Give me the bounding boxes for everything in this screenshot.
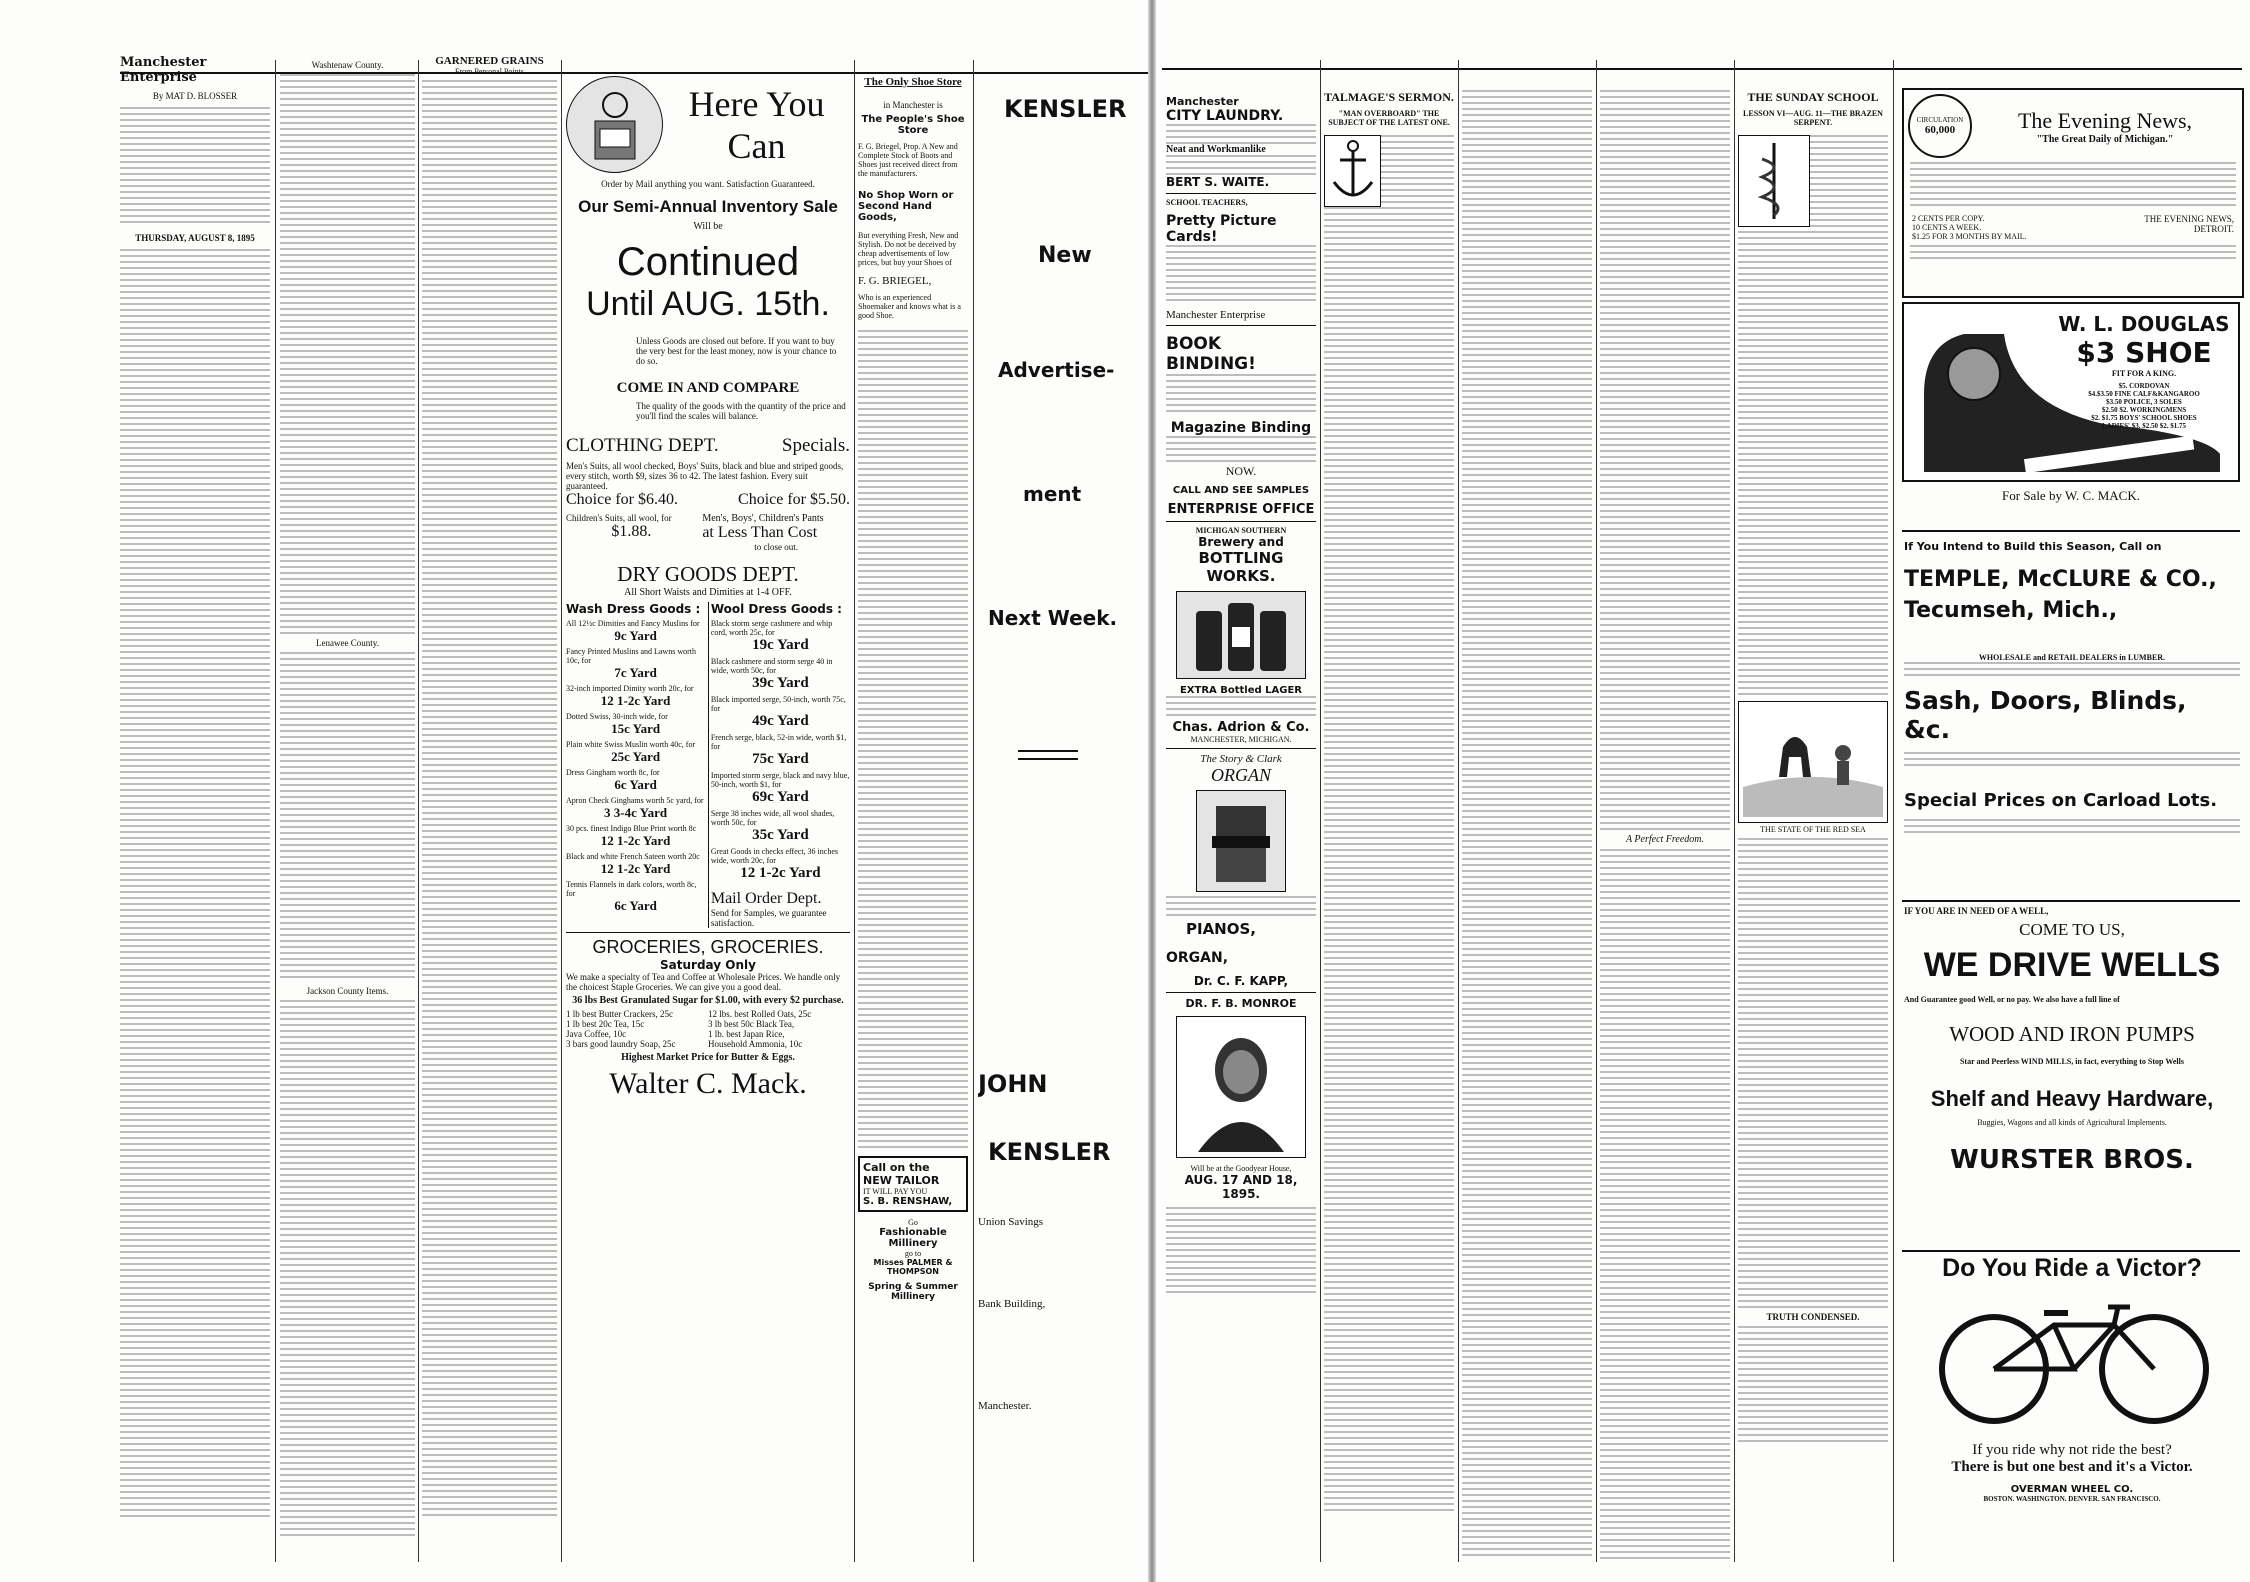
grocery-item: 1 lb best 20c Tea, 15c — [566, 1019, 645, 1029]
millinery: Fashionable Millinery — [879, 1227, 947, 1249]
peoples-shoe-store: The People's Shoe Store — [861, 114, 965, 136]
millinery-to: go to — [904, 1249, 922, 1258]
dry-goods-heading: DRY GOODS DEPT. — [617, 562, 799, 586]
wurster-name: WURSTER BROS. — [1950, 1145, 2194, 1175]
magazine-binding: Magazine Binding — [1170, 420, 1312, 436]
column-text — [280, 74, 415, 634]
column-rule — [1596, 60, 1597, 1562]
clothing-heading: CLOTHING DEPT. — [566, 435, 719, 456]
serpent-illustration — [1738, 135, 1810, 227]
tailor-name: NEW TAILOR — [863, 1174, 940, 1187]
enterprise-office-label: Manchester Enterprise — [1166, 309, 1266, 321]
douglas-price: $2.50 $2. WORKINGMENS — [2101, 406, 2187, 414]
grocery-item: Java Coffee, 10c — [566, 1029, 627, 1039]
garnered-grains-sub: From Personal Points — [455, 67, 524, 76]
wool-goods-list — [711, 619, 850, 882]
less-than-cost: at Less Than Cost — [702, 524, 818, 541]
column-text — [1904, 752, 2240, 770]
column-rule — [275, 60, 276, 1562]
grocery-item: Household Ammonia, 10c — [708, 1039, 803, 1049]
price-2: 10 CENTS A WEEK. — [1912, 223, 1982, 232]
kensler-name-2: KENSLER — [988, 1138, 1111, 1166]
spring-millinery: Spring & Summer Millinery — [868, 1282, 958, 1302]
second-hand: Second Hand Goods, — [858, 201, 932, 223]
ad-rule — [1902, 900, 2240, 902]
wash-item-price: 7c Yard — [614, 665, 657, 680]
kensler-ment: ment — [1023, 482, 1082, 506]
column-text — [1904, 819, 2240, 833]
badge-number: 60,000 — [1924, 124, 1956, 136]
wool-item-desc: French serge, black, 52-in wide, worth $1, for — [710, 733, 847, 751]
wool-item-desc: Black cashmere and storm serge 40 in wide, worth 50c, for — [710, 657, 833, 675]
douglas-sale: For Sale by W. C. MACK. — [2002, 488, 2140, 503]
column-rule — [973, 60, 974, 1562]
temple-ad — [1904, 540, 2240, 900]
wash-item-price: 6c Yard — [614, 777, 657, 792]
anchor-icon — [1328, 138, 1378, 204]
now: NOW. — [1225, 464, 1257, 478]
column-rule — [1734, 60, 1735, 1562]
right-page — [1152, 0, 2250, 1582]
wash-item-price: 25c Yard — [611, 749, 661, 764]
column-text — [1910, 245, 2236, 263]
douglas-shoe: $3 SHOE — [2076, 336, 2212, 369]
groceries-heading: GROCERIES, GROCERIES. — [592, 937, 824, 957]
column-text — [858, 330, 968, 1150]
mail-order-text: Send for Samples, we guarantee satisfaction. — [710, 908, 827, 928]
bicycle-icon — [1904, 1289, 2240, 1429]
call-samples: CALL AND SEE SAMPLES — [1172, 485, 1310, 496]
grocery-item: 1 lb best Butter Crackers, 25c — [566, 1009, 673, 1019]
badge-top: CIRCULATION — [1916, 116, 1964, 124]
wurster-shelf: Shelf and Heavy Hardware, — [1930, 1086, 2214, 1111]
mack-until: Until AUG. 15th. — [586, 285, 830, 323]
sermon-column-3 — [1600, 90, 1730, 1570]
wool-item-desc: Serge 38 inches wide, all wool shades, worth 50c, for — [710, 809, 835, 827]
douglas-fit: FIT FOR A KING. — [2111, 369, 2177, 378]
grocery-item: 12 lbs. best Rolled Oats, 25c — [708, 1009, 812, 1019]
wash-item-desc: Tennis Flannels in dark colors, worth 8c, for — [566, 880, 697, 898]
tailor-call: Call on the — [863, 1161, 930, 1174]
monroe-dates: AUG. 17 AND 18, 1895. — [1184, 1173, 1298, 1201]
ad-rule — [1902, 530, 2240, 532]
shoe-title: The Only Shoe Store — [864, 76, 962, 88]
kensler-john: JOHN — [978, 1070, 1048, 1098]
briegel-signature: F. G. BRIEGEL, — [858, 275, 932, 287]
shoe-store-column — [858, 76, 968, 1506]
mail-order-heading: Mail Order Dept. — [710, 890, 822, 907]
column-text — [280, 652, 415, 982]
column-text — [1166, 155, 1316, 175]
reading-man-icon — [580, 85, 650, 165]
reader-illustration — [566, 76, 663, 173]
masthead-title: Manchester Enterprise — [120, 55, 207, 85]
shoe-body-1: F. G. Briegel, Prop. A New and Complete Stock of Boots and Shoes just received direct from the manufacturers. — [858, 142, 958, 178]
wool-item-desc: Imported storm serge, black and navy blue, 50-inch, worth $1, for — [710, 771, 850, 789]
wool-item-desc: Black imported serge, 50-inch, worth 75c, for — [710, 695, 846, 713]
brewery: Brewery and — [1198, 535, 1284, 549]
wash-item-price: 12 1-2c Yard — [600, 693, 671, 708]
organ-icon — [1206, 796, 1276, 886]
red-sea-caption: THE STATE OF THE RED SEA — [1760, 825, 1866, 834]
tailor-who: S. B. RENSHAW, — [863, 1196, 953, 1207]
wurster-wind: Star and Peerless WIND MILLS, in fact, everything to Stop Wells — [1959, 1057, 2184, 1066]
douglas-price: LADIES' $3. $2.50 $2. $1.75 — [2101, 422, 2186, 430]
wash-item-desc: Dress Gingham worth 8c, for — [566, 768, 660, 777]
column-text — [1910, 162, 2236, 210]
kensler-column — [978, 95, 1146, 1525]
wool-item-price: 19c Yard — [752, 637, 809, 653]
tailor-pay: IT WILL PAY YOU — [863, 1187, 928, 1196]
shoe-in-manchester: in Manchester is — [883, 100, 943, 110]
choice-1: Choice for $6.40. — [566, 491, 678, 508]
mack-continued: Continued — [616, 240, 800, 284]
wash-item-price: 15c Yard — [611, 721, 661, 736]
mack-ad — [566, 76, 850, 1496]
column-text — [1738, 838, 1888, 1308]
garnered-grains-heading: GARNERED GRAINS — [435, 55, 544, 67]
extra-lager: EXTRA Bottled LAGER — [1179, 685, 1303, 696]
kensler-bank: Bank Building, — [978, 1298, 1046, 1310]
column-text — [1600, 90, 1730, 830]
mack-headline-2: Can — [727, 125, 786, 166]
lenawee-heading: Lenawee County. — [316, 638, 379, 648]
sunday-school-title: THE SUNDAY SCHOOL — [1747, 90, 1879, 104]
serpent-icon — [1744, 139, 1804, 223]
wash-dress-heading: Wash Dress Goods : — [566, 602, 701, 616]
temple-special: Special Prices on Carload Lots. — [1904, 790, 2218, 811]
evening-news-title: The Evening News, — [2017, 107, 2193, 133]
to-close-out: to close out. — [754, 542, 799, 552]
briegel-experienced: Who is an experienced Shoemaker and knows what is a good Shoe. — [858, 293, 961, 320]
washtenaw-heading: Washtenaw County. — [311, 60, 384, 70]
column-text — [120, 249, 270, 1519]
enterprise-office: ENTERPRISE OFFICE — [1167, 502, 1315, 517]
city-laundry: CITY LAUNDRY. — [1166, 108, 1284, 124]
victor-line-2: There is but one best and it's a Victor. — [1951, 1459, 2193, 1475]
grocery-item: 3 bars good laundry Soap, 25c — [566, 1039, 676, 1049]
childrens-suits: Children's Suits, all wool, for — [566, 513, 672, 523]
douglas-price: $3.50 POLICE, 3 SOLES — [2106, 398, 2182, 406]
pretty-cards: Pretty Picture Cards! — [1166, 213, 1277, 245]
column-rule — [854, 60, 855, 1562]
wurster-drive: WE DRIVE WELLS — [1923, 946, 2221, 984]
no-shop-worn: No Shop Worn or — [858, 190, 954, 201]
column-text — [1738, 1326, 1888, 1446]
mack-signature: Walter C. Mack. — [609, 1067, 807, 1100]
wash-item-price: 9c Yard — [614, 628, 657, 643]
all-short-waists: All Short Waists and Dimities at 1-4 OFF. — [624, 587, 792, 598]
evening-news-ad — [1902, 88, 2244, 298]
sunday-school-column — [1738, 90, 1888, 1570]
douglas-ad — [1902, 302, 2240, 522]
circulation-badge — [1908, 94, 1972, 158]
organ-illustration — [1196, 790, 1286, 892]
column-text — [1166, 124, 1316, 144]
wool-item-desc: Great Goods in checks effect, 36 inches wide, worth 20c, for — [710, 847, 838, 865]
wash-item-desc: Fancy Printed Muslins and Lawns worth 10c, for — [566, 647, 696, 665]
kensler-rule — [1018, 750, 1078, 760]
column-rule — [418, 60, 419, 1562]
wash-item-desc: 32-inch imported Dimity worth 20c, for — [566, 684, 694, 693]
goodyear: Will be at the Goodyear House, — [1190, 1164, 1292, 1173]
book-binding: BOOK BINDING! — [1166, 334, 1256, 374]
mack-quality: The quality of the goods with the quantity of the price and you'll find the scales will balance. — [636, 401, 846, 421]
wash-item-price: 12 1-2c Yard — [600, 861, 671, 876]
portrait-icon — [1186, 1022, 1296, 1152]
wash-item-price: 6c Yard — [614, 898, 657, 913]
victor-cities: BOSTON. WASHINGTON. DENVER. SAN FRANCISCO. — [1983, 1495, 2161, 1503]
wash-item-price: 12 1-2c Yard — [600, 833, 671, 848]
column-text — [1166, 245, 1316, 305]
monroe: DR. F. B. MONROE — [1185, 997, 1297, 1010]
school-teachers: SCHOOL TEACHERS, — [1166, 198, 1248, 207]
grocery-list — [566, 1009, 850, 1049]
wurster-pumps: WOOD AND IRON PUMPS — [1949, 1022, 2195, 1046]
column-rule — [1893, 60, 1894, 1562]
childrens-price: $1.88. — [611, 523, 652, 540]
bottling: BOTTLING WORKS. — [1198, 549, 1284, 585]
anchor-illustration — [1324, 135, 1381, 207]
pianos: PIANOS, — [1186, 920, 1256, 938]
wool-item-desc: Black storm serge cashmere and whip cord, worth 25c, for — [710, 619, 833, 637]
kensler-name: KENSLER — [1004, 95, 1127, 123]
wool-item-price: 35c Yard — [752, 827, 809, 843]
jackson-heading: Jackson County Items. — [306, 986, 389, 996]
waite-name: BERT S. WAITE. — [1166, 175, 1270, 189]
douglas-price: $5. CORDOVAN — [2118, 382, 2170, 390]
temple-name: TEMPLE, McCLURE & CO., — [1904, 567, 2217, 592]
mack-sale-title: Our Semi-Annual Inventory Sale — [578, 197, 838, 216]
ad-rule — [1902, 1250, 2240, 1252]
mack-order-line: Order by Mail anything you want. Satisfaction Guaranteed. — [601, 179, 815, 189]
adrion-name: Chas. Adrion & Co. — [1172, 720, 1310, 735]
sermon-title: TALMAGE'S SERMON. — [1324, 90, 1454, 104]
column-2 — [280, 60, 415, 1550]
wash-item-price: 3 3-4c Yard — [604, 805, 668, 820]
column-text — [422, 80, 557, 1520]
kensler-union: Union Savings — [978, 1216, 1044, 1228]
douglas-price-list — [2054, 382, 2234, 430]
column-text — [120, 107, 270, 227]
portrait-illustration — [1176, 1016, 1306, 1158]
temple-wholesale: WHOLESALE and RETAIL DEALERS in LUMBER. — [1978, 653, 2166, 662]
column-text — [1166, 696, 1316, 720]
mens-suits-text: Men's Suits, all wool checked, Boys' Suits, black and blue and striped goods, every stitch, worth $9, sizes 36 to 42. The latest fashion. Every suit guaranteed. — [566, 461, 844, 491]
shoe-body-2: But everything Fresh, New and Stylish. Do not be deceived by cheap advertisements of low prices, but buy your Shoes of — [858, 231, 959, 267]
masthead-byline: By MAT D. BLOSSER — [152, 91, 238, 101]
sunday-school-lesson: LESSON VI—AUG. 11—THE BRAZEN SERPENT. — [1743, 109, 1883, 127]
temple-sash: Sash, Doors, Blinds, &c. — [1904, 686, 2187, 744]
grocery-text: We make a specialty of Tea and Coffee at Wholesale Prices. We handle only the choicest Staple Groceries. We can give you a good deal. — [566, 972, 841, 992]
freedom-heading: A Perfect Freedom. — [1625, 834, 1705, 845]
column-text — [280, 1000, 415, 1540]
wash-item-desc: Plain white Swiss Muslin worth 40c, for — [566, 740, 696, 749]
wash-item-desc: Black and white French Sateen worth 20c — [566, 852, 700, 861]
column-text — [1166, 1207, 1316, 1297]
column-text — [1166, 374, 1316, 414]
column-rule — [561, 60, 562, 1562]
kensler-manchester: Manchester. — [978, 1400, 1032, 1412]
douglas-price: $2. $1.75 BOYS' SCHOOL SHOES — [2091, 414, 2197, 422]
kensler-new: New — [1038, 243, 1092, 268]
organ-brand: The Story & Clark — [1200, 753, 1282, 765]
column-1 — [120, 55, 270, 1555]
news-city: DETROIT. — [2193, 224, 2234, 234]
wool-item-price: 39c Yard — [752, 675, 809, 691]
price-1: 2 CENTS PER COPY. — [1912, 214, 1985, 223]
column-text — [1166, 436, 1316, 464]
column-rule — [1458, 60, 1459, 1562]
choice-2: Choice for $5.50. — [738, 491, 850, 508]
victor-maker: OVERMAN WHEEL CO. — [2010, 1484, 2134, 1495]
kapp: Dr. C. F. KAPP, — [1193, 974, 1289, 988]
grocery-item: 3 lb best 50c Black Tea, — [708, 1019, 795, 1029]
specials-heading: Specials. — [781, 435, 850, 456]
wool-item-price: 49c Yard — [752, 713, 809, 729]
news-publisher: THE EVENING NEWS, — [2144, 214, 2234, 224]
victor-question: Do You Ride a Victor? — [1942, 1254, 2202, 1282]
column-3 — [422, 55, 557, 1545]
grocery-item: 1 lb. best Japan Rice, — [708, 1029, 785, 1039]
kensler-advertise: Advertise- — [998, 358, 1115, 382]
organ-word: ORGAN — [1211, 765, 1271, 785]
highest-market: Highest Market Price for Butter & Eggs. — [621, 1052, 795, 1063]
victor-ad — [1904, 1254, 2240, 1514]
column-text — [1166, 896, 1316, 920]
wash-goods-list — [566, 619, 705, 914]
column-text — [1904, 662, 2240, 676]
sermon-subtitle: "MAN OVERBOARD" THE SUBJECT OF THE LATEST ONE. — [1328, 109, 1450, 127]
sermon-column-1 — [1324, 90, 1454, 1570]
wurster-ad — [1904, 906, 2240, 1246]
bottles-illustration — [1176, 591, 1306, 679]
mack-headline-1: Here You — [688, 83, 825, 124]
sugar-offer: 36 lbs Best Granulated Sugar for $1.00, with every $2 purchase. — [572, 995, 844, 1006]
wurster-buggies: Buggies, Wagons and all kinds of Agricultural Implements. — [1977, 1118, 2167, 1127]
wool-item-price: 12 1-2c Yard — [740, 865, 821, 881]
wool-item-price: 69c Yard — [752, 789, 809, 805]
column-text — [1600, 849, 1730, 1559]
price-3: $1.25 FOR 3 MONTHS BY MAIL. — [1912, 232, 2027, 241]
wash-item-desc: Dotted Swiss, 30-inch wide, for — [566, 712, 668, 721]
mack-come: COME IN AND COMPARE — [616, 380, 800, 396]
millinery-pre: Go — [908, 1218, 918, 1227]
column-text — [1324, 135, 1454, 1515]
right-column-1 — [1166, 95, 1316, 1565]
evening-news-sub: "The Great Daily of Michigan." — [2036, 133, 2174, 145]
masthead-date: THURSDAY, AUGUST 8, 1895 — [135, 233, 255, 243]
column-text — [1462, 90, 1592, 1560]
mack-will-be: Will be — [693, 221, 723, 232]
organ: ORGAN, — [1166, 950, 1229, 966]
mack-unless: Unless Goods are closed out before. If you want to buy the very best for the least money, now is your chance to do so. — [636, 336, 837, 366]
wash-item-desc: Apron Check Ginghams worth 5c yard, for — [566, 796, 704, 805]
temple-city: Tecumseh, Mich., — [1904, 598, 2118, 623]
beer-bottles-icon — [1186, 597, 1296, 673]
wurster-lead: IF YOU ARE IN NEED OF A WELL, — [1904, 906, 2049, 916]
temple-lead: If You Intend to Build this Season, Call on — [1904, 540, 2162, 553]
wurster-come: COME TO US, — [2019, 920, 2125, 939]
adrion-city: MANCHESTER, MICHIGAN. — [1190, 735, 1292, 744]
victor-line-1: If you ride why not ride the best? — [1972, 1442, 2172, 1458]
right-head-rule — [1162, 68, 2242, 70]
wool-dress-heading: Wool Dress Goods : — [710, 602, 842, 616]
brewery-pre: MICHIGAN SOUTHERN — [1195, 526, 1287, 535]
pants-text: Men's, Boys', Children's Pants — [702, 513, 824, 524]
douglas-name: W. L. DOUGLAS — [2058, 312, 2230, 336]
truth-condensed: TRUTH CONDENSED. — [1766, 1312, 1860, 1322]
camel-scene-icon — [1743, 707, 1883, 817]
red-sea-illustration — [1738, 701, 1888, 823]
laundry-pre: Manchester — [1166, 95, 1239, 108]
sermon-column-2 — [1462, 90, 1592, 1570]
saturday-only: Saturday Only — [660, 958, 756, 972]
wool-item-price: 75c Yard — [752, 751, 809, 767]
wash-item-desc: 30 pcs. finest Indigo Blue Print worth 8c — [566, 824, 697, 833]
laundry-text: Neat and Workmanlike — [1166, 144, 1266, 155]
kensler-next-week: Next Week. — [988, 606, 1118, 630]
wurster-guarantee: And Guarantee good Well, or no pay. We also have a full line of — [1904, 995, 2120, 1004]
millinery-who: Misses PALMER & THOMPSON — [873, 1258, 953, 1276]
column-rule — [1320, 60, 1321, 1562]
douglas-price: $4.$3.50 FINE CALF&KANGAROO — [2088, 390, 2200, 398]
wash-item-desc: All 12½c Dimities and Fancy Muslins for — [566, 619, 700, 628]
